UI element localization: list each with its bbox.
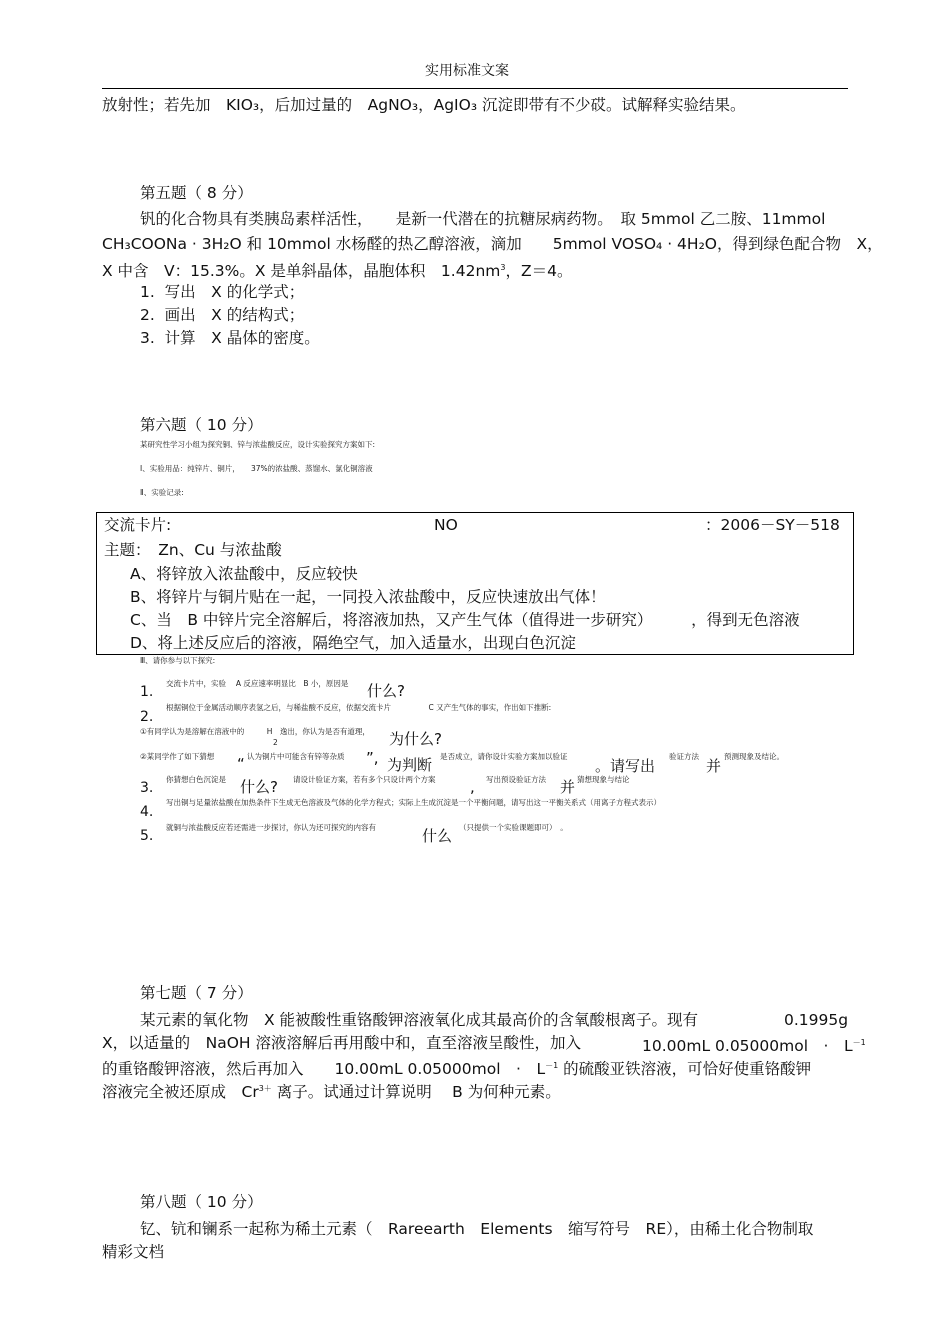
card-line-b: B、将锌片与铜片贴在一起，一同投入浓盐酸中，反应快速放出气体！	[130, 588, 606, 606]
page-header-title: 实用标准文案	[425, 63, 509, 79]
q5-item-1	[140, 282, 304, 302]
q6-sub2b-text5: 预测现象及结论。	[724, 752, 784, 761]
card-label: 交流卡片:	[104, 516, 172, 534]
q6-sub3-text2: 请设计验证方案，若有多个只设计两个方案	[293, 775, 436, 784]
q5-paragraph-line-2: CH₃COONa · 3H₂O 和 10mmol 水杨醛的热乙醇溶液，滴加 5mmol VOSO₄ · 4H₂O，得到绿色配合物 X，	[102, 235, 883, 253]
q6-sub3-emph: 什么?	[240, 778, 278, 796]
q5-item-3	[140, 328, 320, 348]
q6-sub3-text4: 猜想现象与结论	[577, 775, 630, 784]
q6-sub2a-text: ①有同学认为是溶解在溶液中的 H 逸出，你认为是否有道理，	[140, 727, 370, 736]
q6-intro: 某研究性学习小组为探究铜、锌与浓盐酸反应，设计实验探究方案如下:	[140, 440, 376, 449]
q6-sub5-text2: （只提供一个实验课题即可） 。	[459, 823, 568, 832]
q6-sub2b-quote-open: “	[237, 755, 245, 773]
q6-sub3-text3: 写出预设验证方法	[486, 775, 546, 784]
q5-item-3-text: 计算 X 晶体的密度。	[164, 329, 320, 347]
q6-materials: Ⅰ、实验用品：纯锌片、铜片， 37%的浓盐酸、蒸馏水、氯化铜溶液	[140, 464, 373, 473]
q6-sub1-emph: 什么?	[367, 682, 405, 700]
q7-line-4	[102, 1079, 561, 1102]
q6-sub2b-emph3: 并	[706, 757, 722, 775]
q6-sub4-text: 写出铜与足量浓盐酸在加热条件下生成无色溶液及气体的化学方程式；实际上生成沉淀是一个平衡问题，请写出这一平衡关系式（用离子方程式表示）	[166, 798, 661, 807]
header-divider	[102, 88, 848, 89]
q6-sub2a-subscript: 2	[273, 738, 278, 747]
card-code: ：2006－SY－518	[705, 516, 840, 534]
q7-line-3	[102, 1056, 811, 1079]
q5-item-2	[140, 305, 304, 325]
q7-line-2a: X，以适量的 NaOH 溶液溶解后再用酸中和，直至溶液呈酸性，加入	[102, 1034, 581, 1052]
card-line-c: C、当 B 中锌片完全溶解后，将溶液加热，又产生气体（值得进一步研究） ，得到无色溶液	[130, 611, 800, 629]
card-topic: 主题： Zn、Cu 与浓盐酸	[104, 541, 282, 559]
q5-item-1-text: 写出 X 的化学式；	[164, 283, 305, 301]
q7-line-1b: 0.1995g	[784, 1011, 849, 1029]
q6-sub1-text: 交流卡片中，实验 A 反应速率明显比 B 小，原因是	[166, 679, 349, 688]
q7-line-3a: 的重铬酸钾溶液，然后再加入 10.00mL 0.05000mol · L	[102, 1060, 546, 1079]
q6-sub2-text: 根据铜位于金属活动顺序表氢之后，与稀盐酸不反应，依据交流卡片 C 又产生气体的事实，作出如下推断:	[166, 703, 552, 712]
q5-item-2-num: 2.	[140, 306, 155, 324]
q8-title: 第八题（ 10 分）	[140, 1193, 263, 1211]
intro-line: 放射性；若先加 KIO₃，后加过量的 AgNO₃，AgIO₃ 沉淀即带有不少砹。试解释实验结果。	[102, 96, 746, 114]
q6-sub2b-text3: 是否成立，请你设计实验方案加以验证	[440, 752, 568, 761]
q6-sub3-num: 3.	[140, 780, 154, 796]
q7-line-1a: 某元素的氧化物 X 能被酸性重铬酸钾溶液氧化成其最高价的含氧酸根离子。现有	[140, 1011, 699, 1029]
q7-line-2b-sup: －1	[852, 1038, 866, 1047]
q6-sub2-num: 2.	[140, 709, 154, 725]
q6-sub2b-text2: 认为铜片中可能含有锌等杂质	[247, 752, 345, 761]
q6-sub3-comma: ,	[470, 778, 475, 796]
q7-line-3b: 的硫酸亚铁溶液，可恰好使重铬酸钾	[558, 1060, 812, 1079]
card-no: NO	[434, 516, 458, 534]
q5-title: 第五题（ 8 分）	[140, 184, 253, 202]
card-line-a: A、将锌放入浓盐酸中，反应较快	[130, 565, 358, 583]
q7-line-3-sup: －1	[545, 1061, 559, 1070]
q6-sub1-num: 1.	[140, 684, 154, 700]
q8-line-1: 钇、钪和镧系一起称为稀土元素（ Rareearth Elements 缩写符号 RE），由稀土化合物制取	[140, 1220, 814, 1238]
q6-sub3-text: 你猜想白色沉淀是	[166, 775, 226, 784]
q6-sub2b-emph1: 为判断	[387, 756, 433, 774]
q6-record-label: Ⅱ、实验记录:	[140, 488, 184, 497]
q6-sub2a-emph: 为什么?	[389, 730, 442, 748]
q6-sub2b-quote-close: ”,	[366, 749, 379, 767]
q7-line-4a: 溶液完全被还原成 Cr	[102, 1083, 259, 1102]
q6-sub5-text: 就铜与浓盐酸反应若还需进一步探讨，你认为还可探究的内容有	[166, 823, 376, 832]
q6-sub2b-emph2: 。请写出	[595, 757, 656, 775]
q6-sub3-emph2: 并	[560, 778, 576, 796]
q6-sub2b-text4: 验证方法	[669, 752, 699, 761]
card-line-d: D、将上述反应后的溶液，隔绝空气，加入适量水，出现白色沉淀	[130, 634, 576, 652]
q5-line3-a: X 中含 V：15.3%。X 是单斜晶体，晶胞体积 1.42nm	[102, 262, 501, 281]
q5-item-3-num: 3.	[140, 329, 155, 347]
q7-line-4-sup: 3＋	[258, 1084, 272, 1093]
q7-line-2b	[642, 1033, 866, 1056]
q5-line3-sup: 3	[500, 263, 506, 272]
q6-sub5-emph: 什么	[422, 827, 453, 845]
q6-sub5-num: 5.	[140, 828, 154, 844]
q6-sub2b-text: ②某同学作了如下猜想	[140, 752, 215, 761]
q7-line-4b: 离子。试通过计算说明 B 为何种元素。	[271, 1083, 561, 1102]
q5-line3-b: ，Z＝4。	[505, 262, 573, 281]
q5-paragraph-line-1: 钒的化合物具有类胰岛素样活性， 是新一代潜在的抗糖尿病药物。 取 5mmol 乙二胺、11mmol	[140, 210, 826, 228]
page-footer: 精彩文档	[102, 1243, 165, 1261]
q6-part3-label: Ⅲ、请你参与以下探究:	[140, 656, 216, 665]
q7-title: 第七题（ 7 分）	[140, 984, 253, 1002]
q5-item-2-text: 画出 X 的结构式；	[164, 306, 305, 324]
q7-line-2b-text: 10.00mL 0.05000mol · L	[642, 1037, 853, 1056]
q5-item-1-num: 1.	[140, 283, 155, 301]
q6-title: 第六题（ 10 分）	[140, 416, 263, 434]
q6-sub4-num: 4.	[140, 804, 154, 820]
q5-paragraph-line-3	[102, 258, 572, 281]
